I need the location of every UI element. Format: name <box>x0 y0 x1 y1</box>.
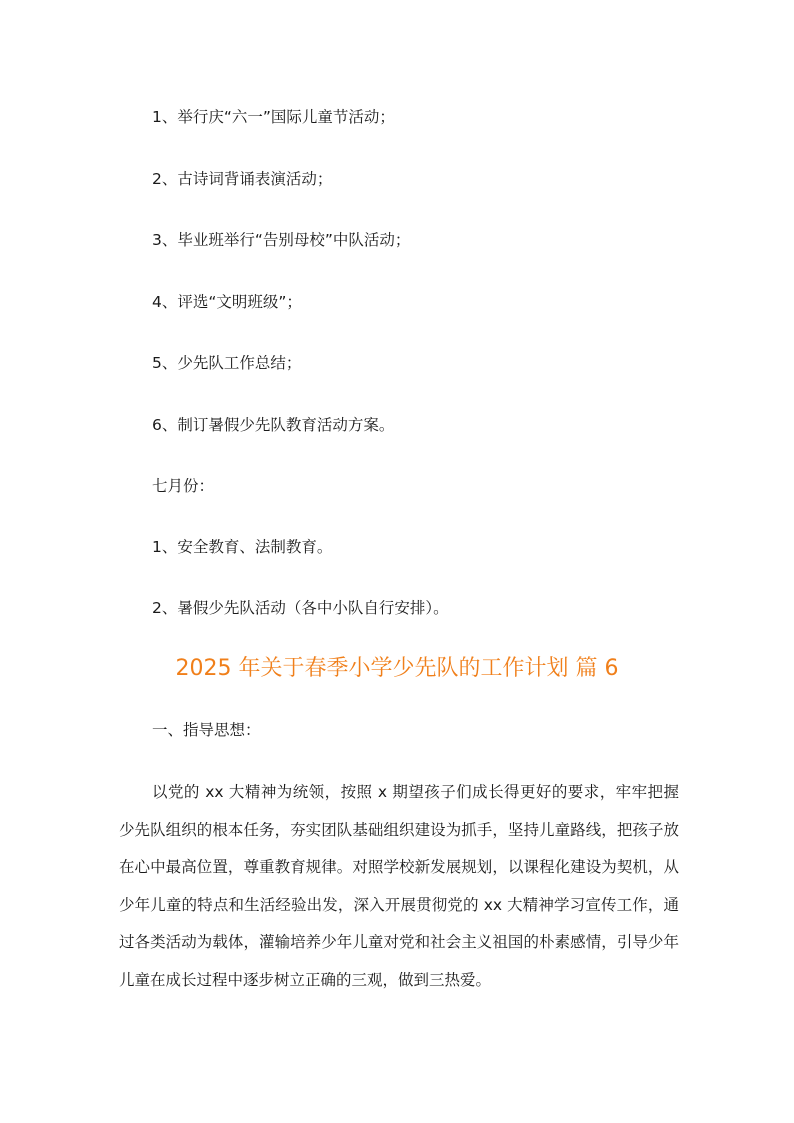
month-label: 七月份： <box>152 477 215 495</box>
list-item: 4、评选“文明班级”； <box>152 293 302 311</box>
body-paragraph: 以党的 xx 大精神为统领，按照 x 期望孩子们成长得更好的要求，牢牢把握少先队组织的根本任务，夯实团队基础组织建设为抓手，坚持儿童路线，把孩子放在心中最高位置，尊重教育规律。对照学校新发展规划，以课程化建设为契机，从少年儿童的特点和生活经验出发，深入开展贯彻党的 xx 大精神学习宣传工作，通过各类活动为载体，灌输培养少年儿童对党和社会主义祖国的朴素感情，引导少年儿童在成长过程中逐步树立正确的三观，做到三热爱。 <box>119 783 679 989</box>
section-title: 2025 年关于春季小学少先队的工作计划 篇 6 <box>175 656 619 681</box>
list-item: 5、少先队工作总结； <box>152 354 302 372</box>
list-item: 1、举行庆“六一”国际儿童节活动； <box>152 108 395 126</box>
subheading: 一、指导思想： <box>152 721 261 739</box>
list-item: 2、古诗词背诵表演活动； <box>152 170 333 188</box>
list-item: 2、暑假少先队活动（各中小队自行安排）。 <box>152 599 449 617</box>
list-item: 1、安全教育、法制教育。 <box>152 538 333 556</box>
list-item: 3、毕业班举行“告别母校”中队活动； <box>152 231 411 249</box>
list-item: 6、制订暑假少先队教育活动方案。 <box>152 416 395 434</box>
